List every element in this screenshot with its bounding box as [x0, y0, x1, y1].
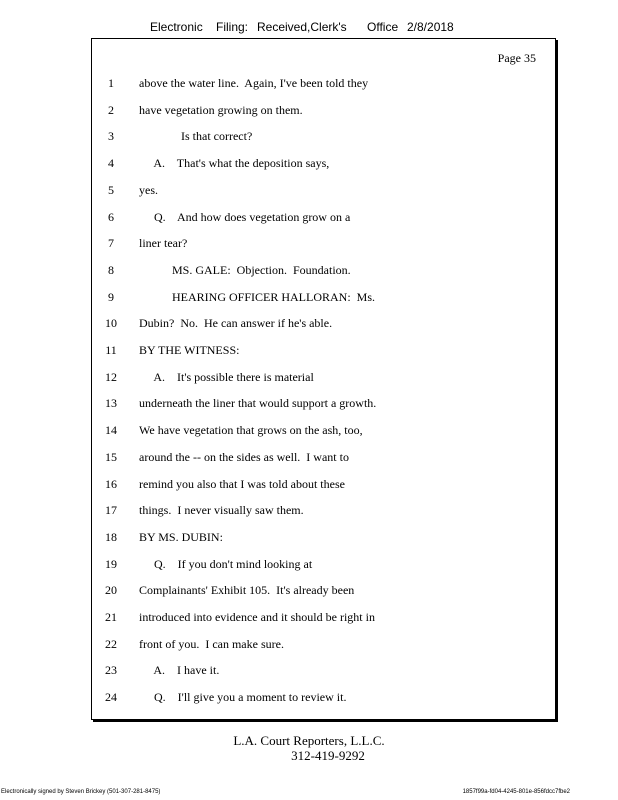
line-number: 4: [108, 156, 114, 171]
line-text: HEARING OFFICER HALLORAN: Ms.: [139, 289, 376, 304]
line-text: introduced into evidence and it should be right in: [139, 610, 375, 624]
transcript-line: [92, 370, 555, 388]
transcript-line: [92, 103, 555, 121]
line-number: 6: [108, 209, 114, 224]
line-text: remind you also that I was told about these: [139, 476, 345, 491]
line-number: 23: [105, 663, 117, 678]
transcript-line: [92, 316, 555, 334]
line-number: 15: [105, 449, 117, 464]
transcript-line: [92, 263, 555, 281]
footer-company: L.A. Court Reporters, L.L.C.: [233, 733, 385, 748]
signature-left: Electronically signed by Steven Brickey (501-307-281-8475): [1, 789, 161, 795]
page-number: Page 35: [497, 51, 536, 65]
transcript-line: [92, 450, 555, 468]
transcript-line: [92, 183, 555, 201]
header-filing: Filing:: [216, 20, 249, 34]
transcript-line: [92, 343, 555, 361]
line-number: 13: [105, 396, 117, 411]
transcript-line: [92, 396, 555, 414]
transcript-line: [92, 76, 555, 94]
transcript-line: [92, 557, 555, 575]
line-number: 18: [105, 529, 117, 544]
line-text: yes.: [139, 182, 158, 197]
signature-right: 1857f99a-fd04-4245-801e-856fdcc7fbe2: [462, 789, 570, 795]
line-number: 7: [108, 236, 114, 251]
line-text: have vegetation growing on them.: [139, 102, 303, 117]
line-number: 16: [105, 476, 117, 491]
line-number: 14: [105, 423, 117, 438]
line-number: 12: [105, 369, 117, 384]
transcript-line: [92, 663, 555, 681]
transcript-line: [92, 129, 555, 147]
line-number: 8: [108, 262, 114, 277]
transcript-line: [92, 423, 555, 441]
transcript-line: [92, 477, 555, 495]
line-text: front of you. I can make sure.: [139, 636, 284, 651]
line-number: 10: [105, 316, 117, 331]
line-text: underneath the liner that would support a growth.: [139, 396, 377, 411]
line-text: things. I never visually saw them.: [139, 503, 304, 518]
line-number: 11: [105, 343, 117, 357]
line-text: A. That's what the deposition says,: [139, 156, 330, 171]
line-number: 22: [105, 636, 117, 651]
header-date: 2/8/2018: [407, 20, 454, 34]
line-text: Complainants' Exhibit 105. It's already been: [139, 583, 355, 598]
footer-phone: 312-419-9292: [291, 748, 365, 763]
line-number: 19: [105, 556, 117, 571]
line-text: Q. I'll give you a moment to review it.: [139, 690, 347, 705]
filing-header: [0, 20, 618, 36]
transcript-line: [92, 236, 555, 254]
transcript-line: [92, 690, 555, 708]
transcript-line: [92, 530, 555, 548]
line-text: BY MS. DUBIN:: [139, 529, 223, 544]
line-text: Is that correct?: [139, 129, 253, 144]
line-text: Q. And how does vegetation grow on a: [139, 209, 351, 224]
transcript-line: [92, 290, 555, 308]
line-text: A. I have it.: [139, 663, 220, 678]
line-text: We have vegetation that grows on the ash, too,: [139, 423, 363, 438]
line-number: 3: [108, 129, 114, 144]
line-text: around the -- on the sides as well. I want to: [139, 449, 349, 464]
line-number: 9: [108, 289, 114, 304]
header-electronic: Electronic: [150, 20, 203, 34]
line-text: liner tear?: [139, 236, 188, 251]
header-office: Office: [367, 20, 399, 34]
header-received: Received,Clerk's: [257, 20, 347, 34]
transcript-line: [92, 610, 555, 628]
line-number: 17: [105, 503, 117, 518]
transcript-line: [92, 503, 555, 521]
line-number: 5: [108, 182, 114, 197]
line-number: 21: [105, 610, 117, 624]
transcript-line: [92, 156, 555, 174]
transcript-line: [92, 637, 555, 655]
line-number: 2: [108, 102, 114, 117]
line-text: A. It's possible there is material: [139, 369, 314, 384]
line-text: BY THE WITNESS:: [139, 343, 240, 357]
line-text: MS. GALE: Objection. Foundation.: [139, 262, 351, 277]
line-text: above the water line. Again, I've been told they: [139, 76, 369, 90]
line-number: 1: [108, 76, 114, 90]
line-text: Q. If you don't mind looking at: [139, 556, 313, 571]
line-text: Dubin? No. He can answer if he's able.: [139, 316, 333, 331]
transcript-line: [92, 583, 555, 601]
transcript-line: [92, 210, 555, 228]
transcript-page: [91, 38, 556, 720]
line-number: 24: [105, 690, 117, 705]
line-number: 20: [105, 583, 117, 598]
